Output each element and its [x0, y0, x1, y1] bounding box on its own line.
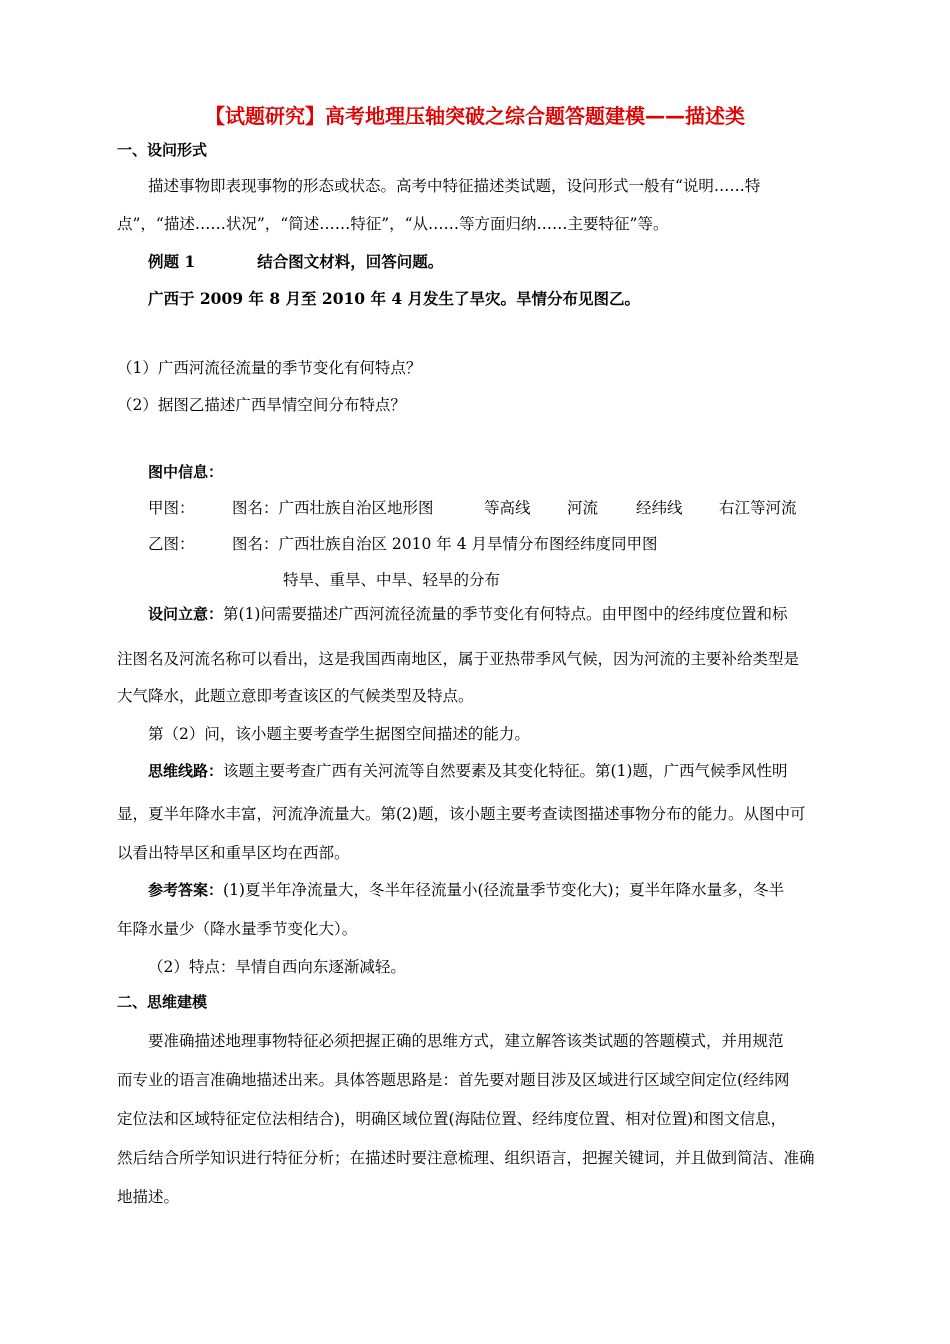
thinking-line-1: 该题主要考查广西有关河流等自然要素及其变化特征。第(1)题，广西气候季风性明 [223, 762, 788, 780]
figure-jia-item: 右江等河流 [719, 499, 797, 517]
page-title: 【试题研究】高考地理压轴突破之综合题答题建模——描述类 [205, 104, 745, 128]
thinking-label: 思维线路： [148, 762, 224, 780]
section2-line-5: 地描述。 [117, 1188, 180, 1206]
intro-line-2: 点”，“描述……状况”，“简述……特征”，“从……等方面归纳……主要特征”等。 [117, 215, 669, 233]
section2-line-2: 而专业的语言准确地描述出来。具体答题思路是：首先要对题目涉及区域进行区域空间定位(经纬网 [117, 1071, 790, 1089]
example-instruction: 结合图文材料，回答问题。 [257, 252, 444, 271]
answer-label: 参考答案： [148, 881, 224, 899]
figure-jia-item: 经纬线 [636, 499, 683, 517]
intent-line-2: 注图名及河流名称可以看出，这是我国西南地区，属于亚热带季风气候，因为河流的主要补给类型是 [117, 650, 800, 668]
intent-line-4: 第（2）问，该小题主要考查学生据图空间描述的能力。 [148, 725, 530, 743]
example-header [148, 252, 443, 272]
intent-label: 设问立意： [148, 605, 224, 623]
figure-jia-label: 甲图： [148, 499, 195, 517]
figure-yi-line-1: 图名：广西壮族自治区 2010 年 4 月旱情分布图经纬度同甲图 [232, 535, 658, 553]
section2-line-4: 然后结合所学知识进行特征分析；在描述时要注意梳理、组织语言，把握关键词，并且做到简洁、准确 [117, 1149, 815, 1167]
intent-line-1: 第(1)问需要描述广西河流径流量的季节变化有何特点。由甲图中的经纬度位置和标 [223, 605, 788, 623]
thinking-line-3: 以看出特旱区和重旱区均在西部。 [117, 844, 350, 862]
figure-jia-item: 图名：广西壮族自治区地形图 [232, 499, 434, 517]
figure-jia-item: 河流 [567, 499, 599, 517]
figure-yi-line-2: 特旱、重旱、中旱、轻旱的分布 [283, 571, 501, 589]
question-2: （2）据图乙描述广西旱情空间分布特点？ [117, 396, 406, 414]
answer-line-1: (1)夏半年净流量大，冬半年径流量小(径流量季节变化大)；夏半年降水量多，冬半 [223, 881, 785, 899]
intro-line-1: 描述事物即表现事物的形态或状态。高考中特征描述类试题，设问形式一般有“说明……特 [148, 177, 761, 195]
info-heading: 图中信息： [148, 463, 224, 481]
figure-jia-item: 等高线 [484, 499, 531, 517]
section2-line-3: 定位法和区域特征定位法相结合)，明确区域位置(海陆位置、经纬度位置、相对位置)和图文信息， [117, 1110, 787, 1128]
section2-heading: 二、思维建模 [117, 993, 208, 1011]
section2-line-1: 要准确描述地理事物特征必须把握正确的思维方式，建立解答该类试题的答题模式，并用规范 [148, 1032, 784, 1050]
thinking-line-2: 显，夏半年降水丰富，河流净流量大。第(2)题，该小题主要考查读图描述事物分布的能力。从图中可 [117, 805, 806, 823]
question-1: （1）广西河流径流量的季节变化有何特点？ [117, 359, 422, 377]
example-context: 广西于 2009 年 8 月至 2010 年 4 月发生了旱灾。旱情分布见图乙。 [148, 289, 641, 308]
example-label: 例题 1 [148, 252, 196, 271]
answer-line-3: （2）特点：旱情自西向东逐渐减轻。 [148, 958, 406, 976]
section1-heading: 一、设问形式 [117, 141, 208, 159]
answer-line-2: 年降水量少（降水量季节变化大）。 [117, 920, 358, 938]
figure-yi-label: 乙图： [148, 535, 195, 553]
intent-line-3: 大气降水，此题立意即考查该区的气候类型及特点。 [117, 687, 474, 705]
